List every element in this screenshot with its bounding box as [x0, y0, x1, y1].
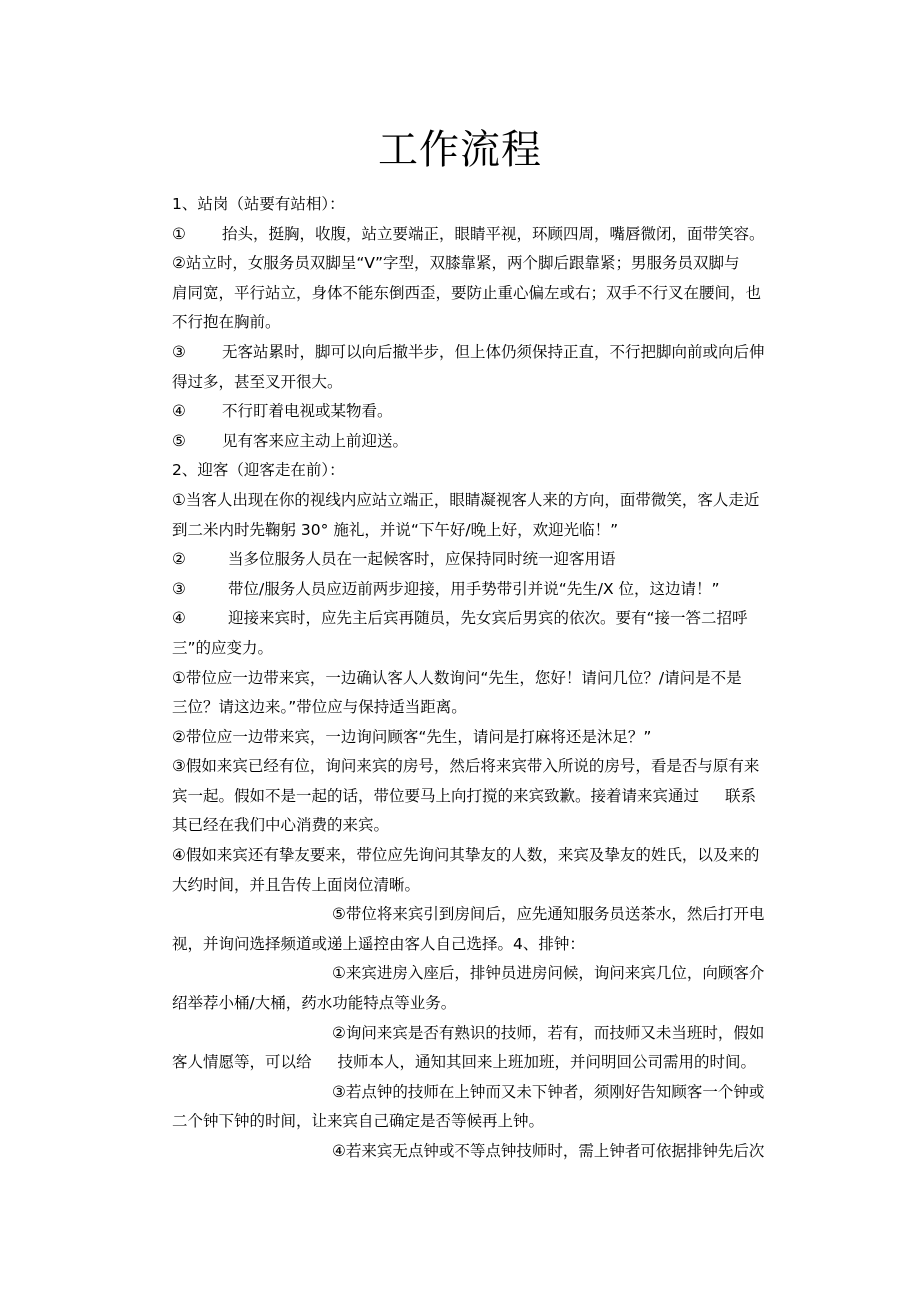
- paragraph-line: ③假如来宾已经有位，询问来宾的房号，然后将来宾带入所说的房号，看是否与原有来: [172, 757, 760, 776]
- document-body: [172, 190, 792, 1167]
- paragraph-line: 三位？请这边来。”带位应与保持适当距离。: [172, 698, 467, 717]
- line-text: 不行盯着电视或某物看。: [222, 402, 393, 421]
- line-text: 当多位服务人员在一起候客时，应保持同时统一迎客用语: [228, 550, 616, 569]
- item-number: ②: [172, 550, 186, 569]
- paragraph-line: ①来宾进房入座后，排钟员进房问候，询问来宾几位，向顾客介: [332, 964, 765, 983]
- line-text: 带位/服务人员应迈前两步迎接，用手势带引并说“先生/X 位，这边请！”: [228, 579, 720, 598]
- line-text: 客人情愿等，可以给: [172, 1053, 312, 1072]
- paragraph-line: 到二米内时先鞠躬 30° 施礼，并说“下午好/晚上好，欢迎光临！”: [172, 520, 619, 539]
- paragraph-line: [172, 397, 792, 427]
- paragraph-line: [172, 545, 792, 575]
- paragraph-line: 二个钟下钟的时间，让来宾自己确定是否等候再上钟。: [172, 1112, 545, 1131]
- line-text: 见有客来应主动上前迎送。: [222, 431, 409, 450]
- paragraph-line: ②带位应一边带来宾，一边询问顾客“先生，请问是打麻将还是沐足？”: [172, 727, 652, 746]
- line-text: 联系: [725, 786, 757, 805]
- section-heading-standing: 1、站岗（站要有站相）：: [172, 195, 345, 213]
- item-number: ④: [172, 609, 186, 628]
- item-number: ①: [172, 224, 186, 243]
- paragraph-line: 三”的应变力。: [172, 638, 274, 657]
- line-text: 技师本人，通知其回来上班加班，并问明回公司需用的时间。: [337, 1053, 757, 1072]
- page-title: 工作流程: [378, 127, 542, 173]
- paragraph-line: [172, 220, 792, 250]
- paragraph-line: ①当客人出现在你的视线内应站立端正，眼睛凝视客人来的方向，面带微笑，客人走近: [172, 490, 760, 509]
- item-number: ⑤: [172, 431, 186, 450]
- paragraph-line: 肩同宽，平行站立，身体不能东倒西歪，要防止重心偏左或右；双手不行叉在腰间，也: [172, 283, 762, 302]
- paragraph-line: ②询问来宾是否有熟识的技师，若有，而技师又未当班时，假如: [332, 1023, 765, 1042]
- paragraph-line: [172, 1048, 792, 1078]
- paragraph-line: 得过多，甚至叉开很大。: [172, 372, 343, 391]
- section-heading-greeting: 2、迎客（迎客走在前）：: [172, 461, 345, 480]
- paragraph-line: 大约时间，并且告传上面岗位清晰。: [172, 875, 421, 894]
- line-text: 抬头，挺胸，收腹，站立要端正，眼睛平视，环顾四周，嘴唇微闭，面带笑容。: [222, 224, 765, 243]
- paragraph-line: [172, 575, 792, 605]
- line-text: 迎接来宾时，应先主后宾再随员，先女宾后男宾的依次。要有“接一答二招呼: [228, 609, 748, 628]
- item-number: ④: [172, 402, 186, 421]
- paragraph-line: ④假如来宾还有挚友要来，带位应先询问其挚友的人数，来宾及挚友的姓氏，以及来的: [172, 846, 760, 865]
- item-number: ③: [172, 342, 186, 361]
- item-number: ③: [172, 579, 186, 598]
- paragraph-line: ①带位应一边带来宾，一边确认客人人数询问“先生，您好！请问几位？/请问是不是: [172, 668, 742, 687]
- paragraph-line: ⑤带位将来宾引到房间后，应先通知服务员送茶水，然后打开电: [332, 905, 765, 924]
- paragraph-line: ②站立时，女服务员双脚呈“V”字型，双膝靠紧，两个脚后跟靠紧；男服务员双脚与: [172, 254, 740, 273]
- paragraph-line: [172, 338, 792, 368]
- paragraph-line: ③若点钟的技师在上钟而又未下钟者，须刚好告知顾客一个钟或: [332, 1082, 765, 1101]
- paragraph-line: 绍举荐小桶/大桶，药水功能特点等业务。: [172, 994, 457, 1013]
- paragraph-line: [172, 427, 792, 457]
- line-text: 无客站累时，脚可以向后撤半步，但上体仍须保持正直，不行把脚向前或向后伸: [222, 342, 765, 361]
- paragraph-line: 不行抱在胸前。: [172, 313, 281, 332]
- paragraph-line: [172, 782, 792, 812]
- paragraph-line: 视，并询问选择频道或递上遥控由客人自己选择。4、排钟：: [172, 934, 585, 953]
- paragraph-line: 其已经在我们中心消费的来宾。: [172, 816, 390, 835]
- paragraph-line: ④若来宾无点钟或不等点钟技师时，需上钟者可依据排钟先后次: [332, 1142, 765, 1160]
- line-text: 宾一起。假如不是一起的话，带位要马上向打搅的来宾致歉。接着请来宾通过: [172, 786, 700, 805]
- paragraph-line: [172, 604, 792, 634]
